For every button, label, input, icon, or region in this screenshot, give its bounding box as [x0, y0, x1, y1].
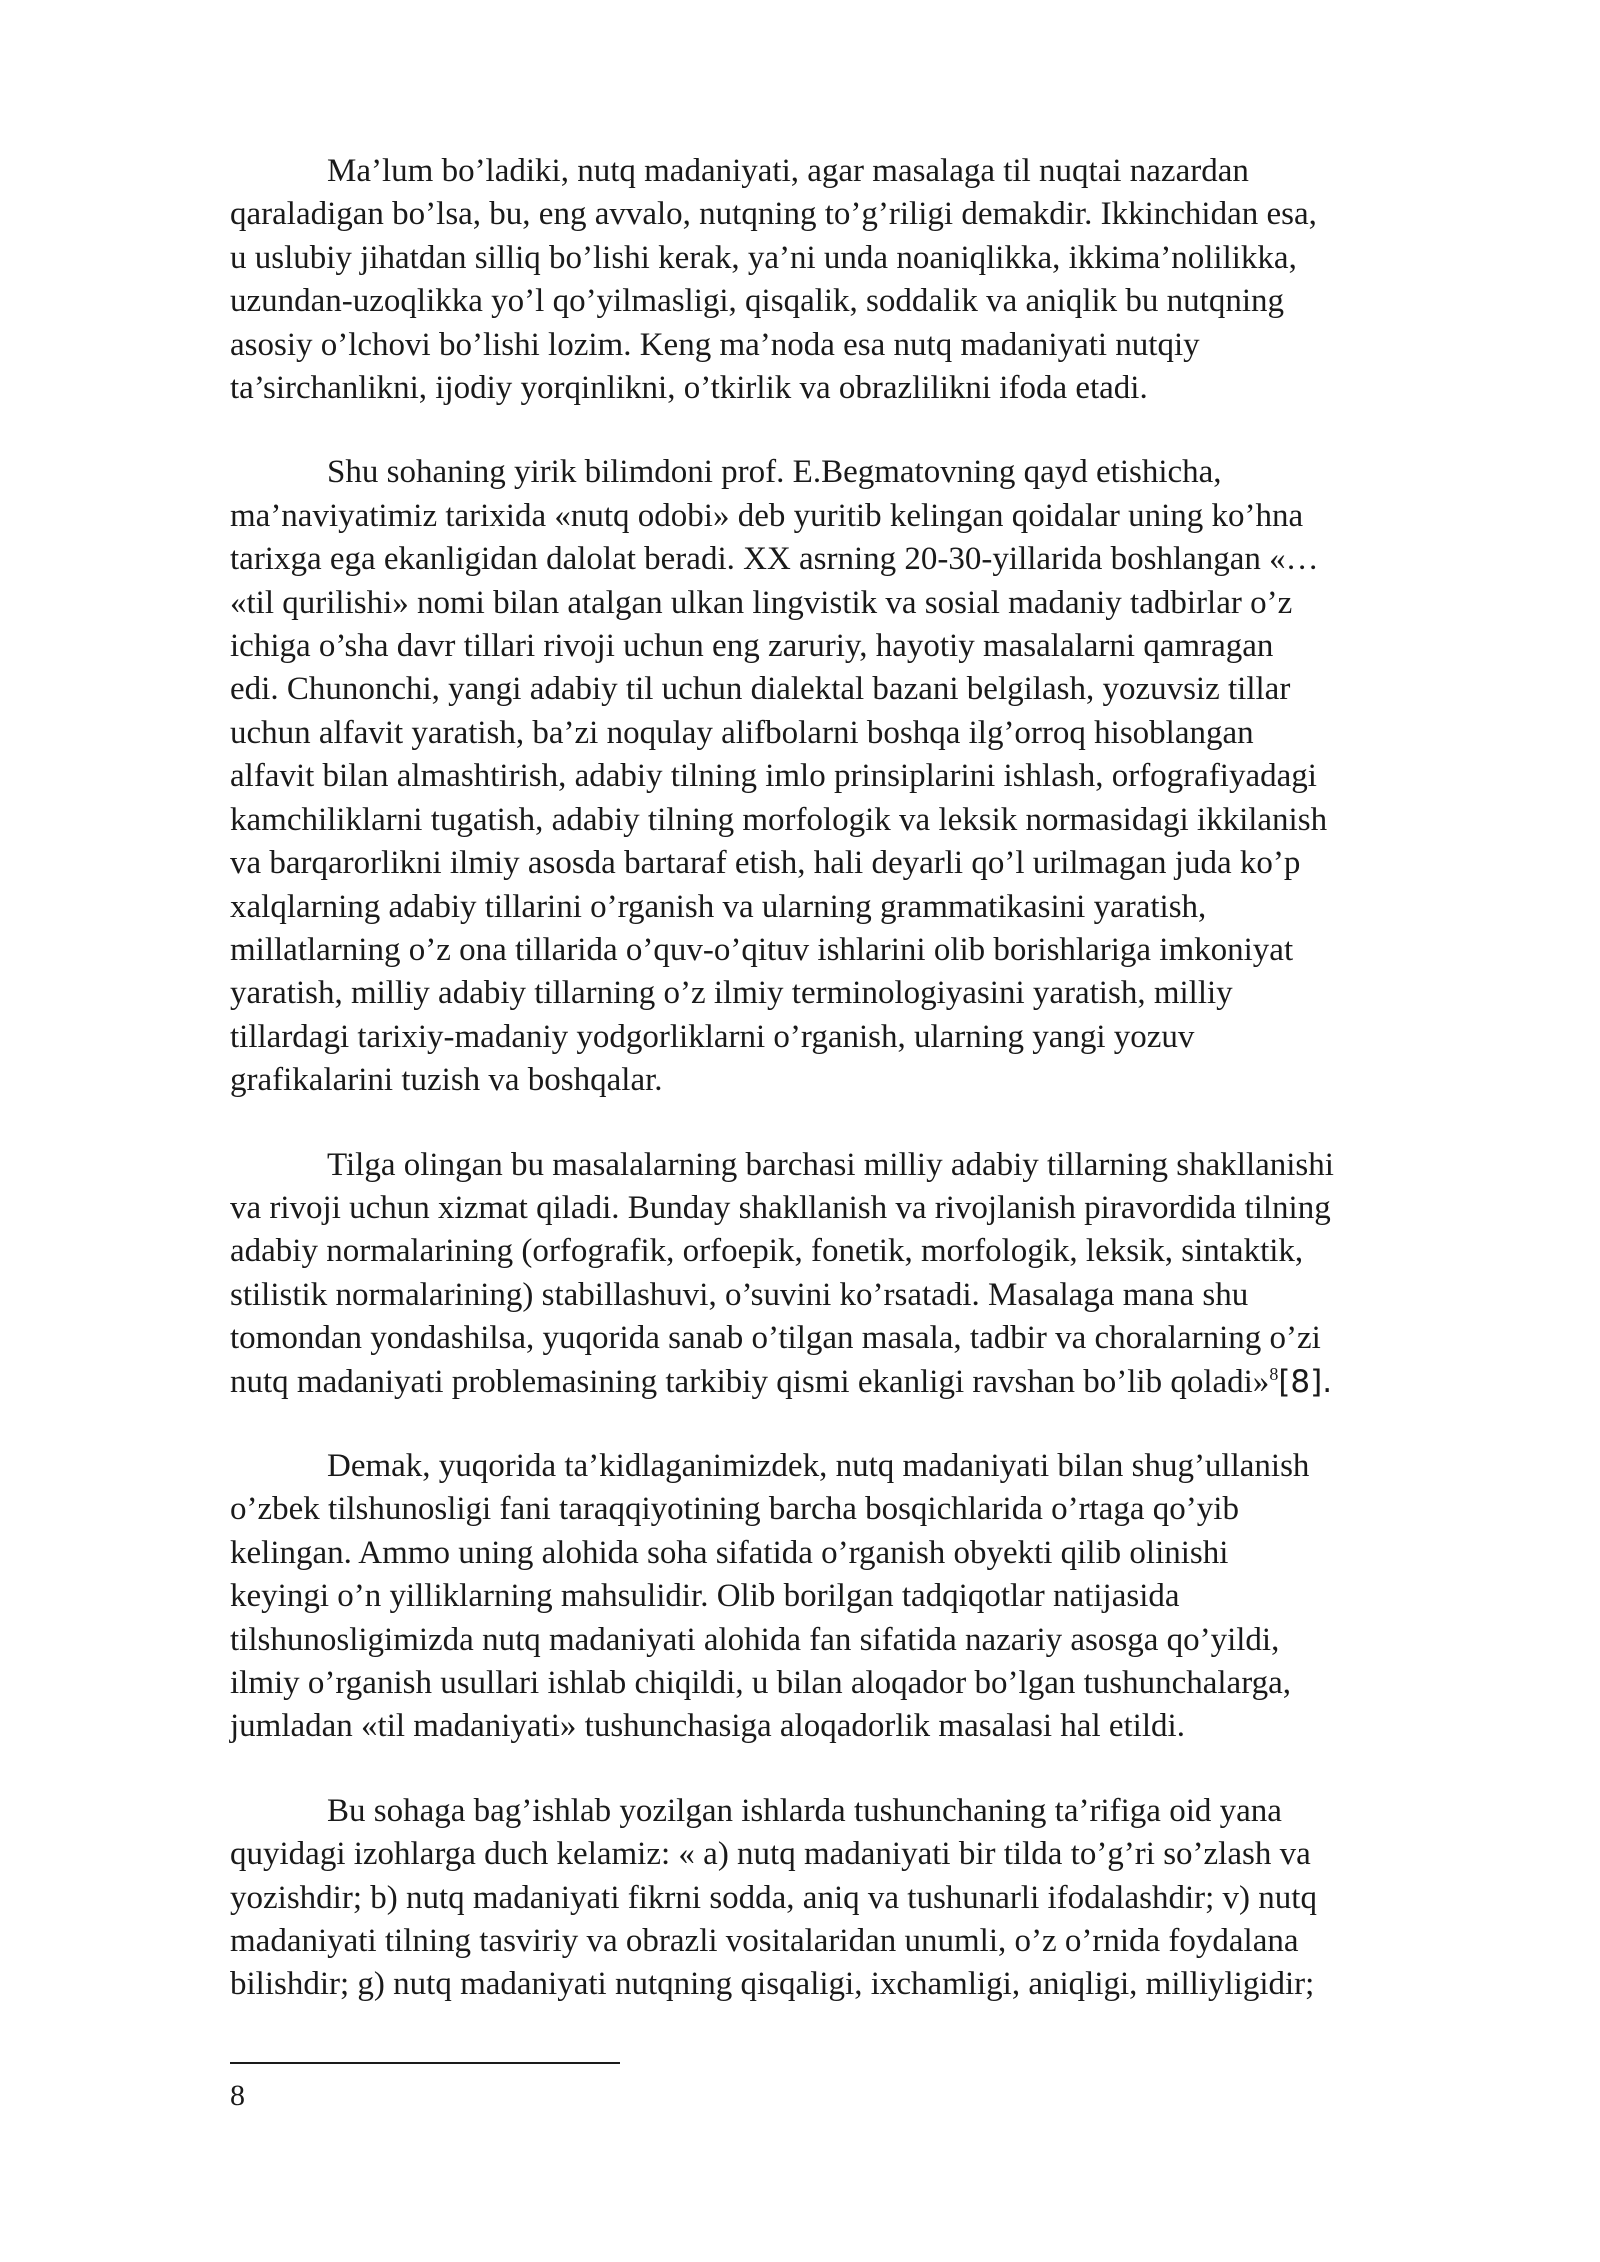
text-line: Ma’lum bo’ladiki, nutq madaniyati, agar masalaga til nuqtai nazardan	[327, 153, 1249, 189]
text-line: va barqarorlikni ilmiy asosda bartaraf etish, hali deyarli qo’l urilmagan juda ko’p	[230, 845, 1301, 882]
text-line: ichiga o’sha davr tillari rivoji uchun eng zaruriy, hayotiy masalalarni qamragan	[230, 628, 1274, 665]
text-line: Shu sohaning yirik bilimdoni prof. E.Begmatovning qayd etishicha,	[327, 454, 1222, 491]
text-line: va rivoji uchun xizmat qiladi. Bunday shakllanish va rivojlanish piravordida tilning	[230, 1189, 1331, 1226]
text-line: keyingi o’n yilliklarning mahsulidir. Olib borilgan tadqiqotlar natijasida	[230, 1578, 1180, 1615]
paragraph-2	[230, 451, 1492, 1102]
text-line: jumladan «til madaniyati» tushunchasiga aloqadorlik masalasi hal etildi.	[230, 1708, 1185, 1745]
text-line: asosiy o’lchovi bo’lishi lozim. Keng ma’noda esa nutq madaniyati nutqiy	[230, 326, 1200, 363]
text-line: tomondan yondashilsa, yuqorida sanab o’tilgan masala, tadbir va choralarning o’zi	[230, 1320, 1321, 1357]
text-line: tilshunosligimizda nutq madaniyati alohida fan sifatida nazariy asosga qo’yildi,	[230, 1621, 1280, 1658]
text-line: Demak, yuqorida ta’kidlaganimizdek, nutq madaniyati bilan shug’ullanish	[327, 1447, 1310, 1484]
text-line: edi. Chunonchi, yangi adabiy til uchun dialektal bazani belgilash, yozuvsiz tillar	[230, 671, 1291, 708]
text-line: Bu sohaga bag’ishlab yozilgan ishlarda tushunchaning ta’rifiga oid yana	[327, 1792, 1282, 1829]
text-line: yaratish, milliy adabiy tillarning o’z ilmiy terminologiyasini yaratish, milliy	[230, 975, 1233, 1012]
text-line: ta’sirchanlikni, ijodiy yorqinlikni, o’tkirlik va obrazlilikni ifoda etadi.	[230, 370, 1148, 407]
text-line: kelingan. Ammo uning alohida soha sifatida o’rganish obyekti qilib olinishi	[230, 1534, 1229, 1571]
footnote-number: 8	[230, 2079, 245, 2112]
text-line: alfavit bilan almashtirish, adabiy tilning imlo prinsiplarini ishlash, orfografiyadagi	[230, 758, 1317, 795]
text-line: tillardagi tarixiy-madaniy yodgorliklarni o’rganish, ularning yangi yozuv	[230, 1018, 1195, 1055]
footnote-separator	[230, 2062, 620, 2064]
paragraph-4	[230, 1445, 1492, 1749]
paragraph-1	[230, 150, 1492, 410]
text-line: ilmiy o’rganish usullari ishlab chiqildi, u bilan aloqador bo’lgan tushunchalarga,	[230, 1665, 1291, 1701]
citation-reference: [8].	[1278, 1363, 1333, 1400]
document-body	[230, 150, 1492, 2048]
paragraph-5	[230, 1790, 1492, 2007]
text-line: yozishdir; b) nutq madaniyati fikrni sodda, aniq va tushunarli ifodalashdir; v) nutq	[230, 1879, 1317, 1916]
text-line: nutq madaniyati problemasining tarkibiy qismi ekanligi ravshan bo’lib qoladi»	[230, 1363, 1270, 1400]
text-line: stilistik normalarining) stabillashuvi, o’suvini ko’rsatadi. Masalaga mana shu	[230, 1276, 1249, 1313]
text-line: adabiy normalarining (orfografik, orfoepik, fonetik, morfologik, leksik, sintaktik,	[230, 1233, 1304, 1270]
text-line: grafikalarini tuzish va boshqalar.	[230, 1062, 663, 1099]
footnote-reference-mark[interactable]: 8	[1269, 1363, 1279, 1384]
text-line: quyidagi izohlarga duch kelamiz: « a) nutq madaniyati bir tilda to’g’ri so’zlash va	[230, 1836, 1311, 1873]
text-line: madaniyati tilning tasviriy va obrazli vositalaridan unumli, o’z o’rnida foydalana	[230, 1923, 1299, 1960]
text-line: «til qurilishi» nomi bilan atalgan ulkan lingvistik va sosial madaniy tadbirlar o’z	[230, 584, 1293, 621]
text-line: kamchiliklarni tugatish, adabiy tilning morfologik va leksik normasidagi ikkilanish	[230, 801, 1328, 838]
paragraph-3	[230, 1144, 1492, 1404]
text-line: uzundan-uzoqlikka yo’l qo’yilmasligi, qisqalik, soddalik va aniqlik bu nutqning	[230, 283, 1285, 320]
text-line: uchun alfavit yaratish, ba’zi noqulay alifbolarni boshqa ilg’orroq hisoblangan	[230, 714, 1254, 751]
text-line: Tilga olingan bu masalalarning barchasi milliy adabiy tillarning shakllanishi	[327, 1146, 1334, 1183]
text-line: xalqlarning adabiy tillarini o’rganish va ularning grammatikasini yaratish,	[230, 888, 1207, 925]
text-line: tarixga ega ekanligidan dalolat beradi. XX asrning 20-30-yillarida boshlangan «…	[230, 541, 1319, 578]
text-line: ma’naviyatimiz tarixida «nutq odobi» deb yuritib kelingan qoidalar uning ko’hna	[230, 497, 1304, 534]
text-line: qaraladigan bo’lsa, bu, eng avvalo, nutqning to’g’riligi demakdir. Ikkinchidan esa,	[230, 196, 1317, 233]
text-line: u uslubiy jihatdan silliq bo’lishi kerak, ya’ni unda noaniqlikka, ikkima’nolilikka,	[230, 239, 1297, 276]
text-line-with-citation	[230, 1361, 1492, 1404]
text-line: millatlarning o’z ona tillarida o’quv-o’qituv ishlarini olib borishlariga imkoniyat	[230, 931, 1294, 968]
text-line: bilishdir; g) nutq madaniyati nutqning qisqaligi, ixchamligi, aniqligi, milliyligidir;	[230, 1966, 1315, 2003]
text-line: o’zbek tilshunosligi fani taraqqiyotining barcha bosqichlarida o’rtaga qo’yib	[230, 1491, 1239, 1528]
